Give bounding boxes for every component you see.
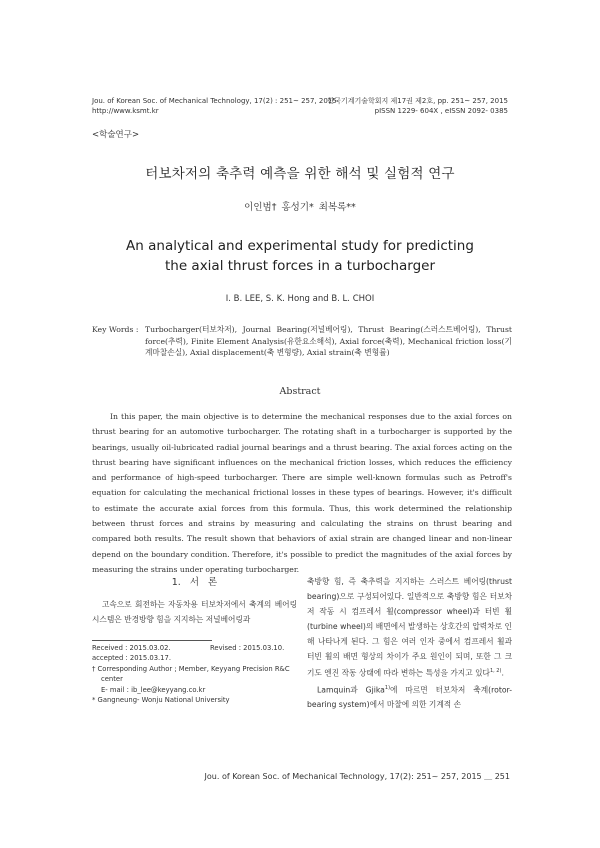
footnotes — [92, 643, 297, 705]
page-footer: Jou. of Korean Soc. of Mechanical Technology, 17(2): 251~ 257, 2015 ＿ 251 — [204, 772, 510, 781]
journal-citation-ko: 한국기계기술학회지 제17권 제2호, pp. 251~ 257, 2015 — [327, 97, 508, 105]
introduction-right-column — [307, 574, 512, 712]
issn-line: pISSN 1229- 604X , eISSN 2092- 0385 — [374, 107, 508, 115]
introduction-left-column: 고속으로 회전하는 자동차용 터보차저에서 축계의 베어링 시스템은 반경방향 힘을 지지하는 저널베어링과 — [92, 600, 297, 624]
journal-header-right — [327, 96, 508, 116]
journal-url[interactable]: http://www.ksmt.kr — [92, 107, 159, 115]
title-line-2: the axial thrust forces in a turbocharger — [164, 258, 436, 274]
journal-header-left — [92, 96, 337, 116]
citation-ref: 1, 2) — [489, 668, 502, 674]
intro-paragraph-1 — [307, 574, 512, 681]
keywords-text: Turbocharger(터보차저), Journal Bearing(저널베어링), Thrust Bearing(스러스트베어링), Thrust force(추력), Finite Element Analysis(유한요소해석), Axial force(축력), Mechanical friction loss(기계마찰손실), Axial displacement(축 변형량), Axial strain(축 변형률) — [145, 325, 512, 358]
keywords-label: Key Words : — [92, 325, 139, 334]
footnote-divider — [92, 640, 212, 641]
title-line-1: An analytical and experimental study for predicting — [126, 238, 474, 254]
citation-ref: 1) — [384, 684, 391, 691]
intro-paragraph-2-start: Lamquin과 Gjika — [317, 685, 385, 695]
authors-korean: 이인범† 홍성기* 최복록** — [244, 202, 356, 213]
revised-date: Revised : 2015.03.10. — [210, 644, 285, 652]
intro-paragraph-2 — [307, 681, 512, 713]
article-category: <학술연구> — [92, 130, 140, 140]
corresponding-author: † Corresponding Author ; Member, Keyyang Precision R&C center — [92, 664, 290, 684]
section-heading-introduction: 1. 서 론 — [171, 577, 218, 588]
authors-english: I. B. LEE, S. K. Hong and B. L. CHOI — [225, 294, 375, 304]
accepted-date: accepted : 2015.03.17. — [92, 654, 171, 663]
abstract-heading: Abstract — [279, 386, 321, 397]
intro-paragraph-1-end: . — [501, 668, 504, 678]
author-email[interactable]: E- mail : ib_lee@keyyang.co.kr — [101, 685, 206, 694]
received-date: Received : 2015.03.02. — [92, 644, 171, 652]
paper-title-korean: 터보차저의 축추력 예측을 위한 해석 및 실험적 연구 — [145, 166, 455, 182]
abstract-text: In this paper, the main objective is to determine the mechanical responses due to the axial forces on thrust bearing for an automotive turbocharger. The rotating shaft in a turbocharger is supported by the bearings, usually oil-lubricated radial journal bearings and a thrust bearing. The axial forces acting on the thrust bearing have significant influences on the mechanical friction losses, which reduces the efficiency and performance of high-speed turbocharger. There are simple well-known formulas such as Petroff's equation for calculating the mechanical frictional losses in these types of bearings. However, it's difficult to estimate the accurate axial forces from this formula. Thus, this work determined the relationship between thrust forces and strains by measuring and calculating the strains on thrust bearing and compared both results. The result shown that behaviors of axial strain are changed linear and non-linear depend on the boundary condition. Therefore, it's possible to predict the magnitudes of the axial forces by measuring the strains under operating turbocharger. — [92, 412, 512, 574]
paper-title-english — [0, 236, 600, 276]
journal-citation: Jou. of Korean Soc. of Mechanical Technology, 17(2) : 251~ 257, 2015 — [92, 97, 337, 105]
footnote-dates — [92, 643, 297, 653]
intro-paragraph-1-text: 축방향 힘, 즉 축추력을 지지하는 스러스트 베어링(thrust bearing)으로 구성되어있다. 일반적으로 축방향 힘은 터보차저 작동 시 컴프레서 휠(compressor wheel)과 터빈 휠(turbine wheel)의 배면에서 발생하는 상호간의 압력차로 인해 나타나게 된다. 그 힘은 여러 인자 중에서 컴프레서 휠과 터빈 휠의 배면 형상의 차이가 주요 원인이 되며, 또한 그 크기도 엔진 작동 상태에 따라 변하는 특성을 가지고 있다 — [307, 577, 512, 678]
author-affiliation: * Gangneung- Wonju National University — [92, 696, 230, 705]
keywords-block — [92, 324, 512, 359]
intro-paragraph-2-text: 에 따르면 터보차저 축계(rotor- bearing system)에서 마찰에 의한 기계적 손 — [307, 685, 513, 710]
